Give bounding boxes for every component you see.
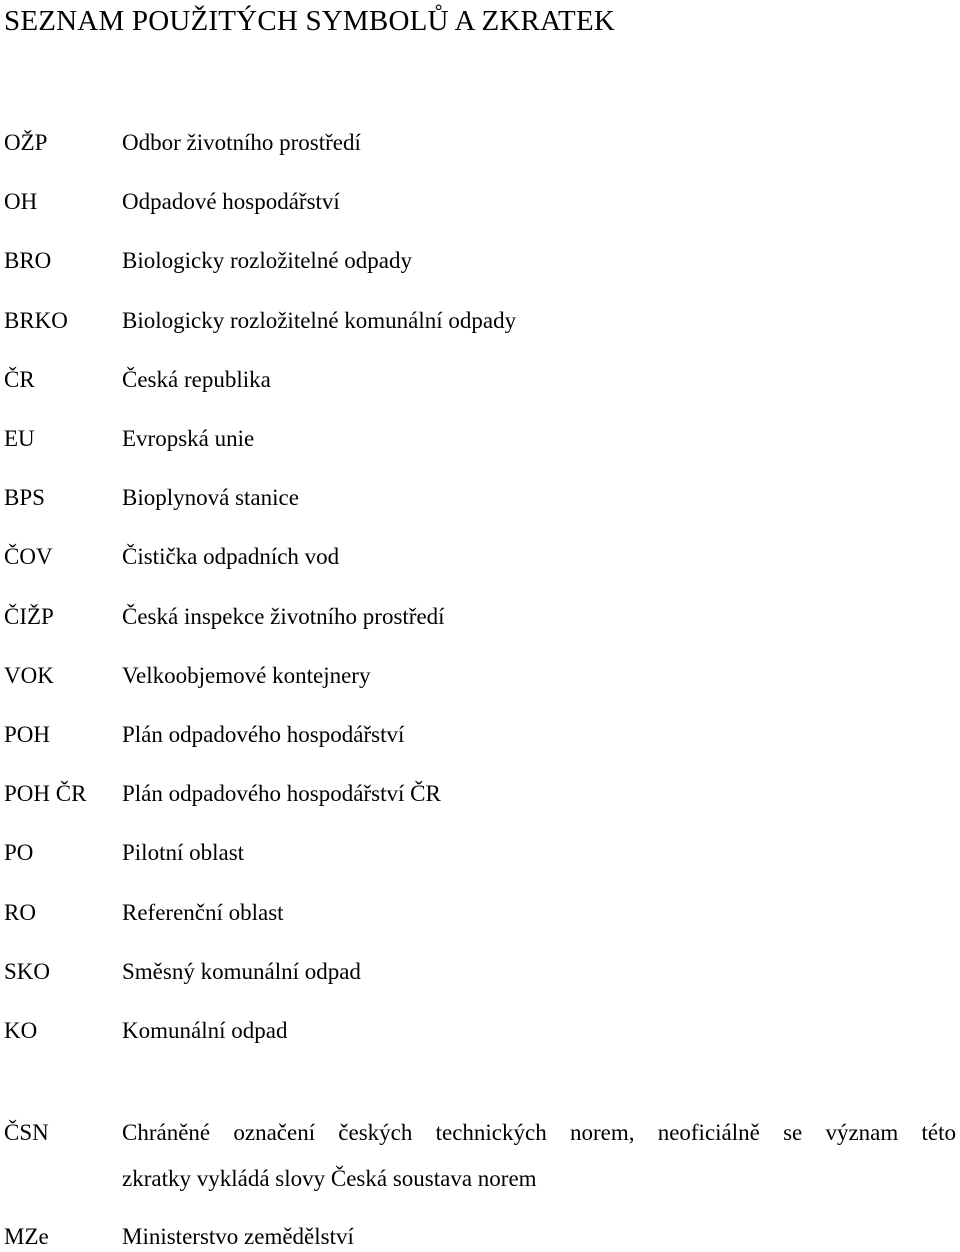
meaning-line-1: Chráněné označení českých technických norem, neoficiálně se význam této: [122, 1120, 956, 1145]
page-title: SEZNAM POUŽITÝCH SYMBOLŮ A ZKRATEK: [4, 5, 615, 37]
abbreviation: ČIŽP: [4, 604, 54, 629]
abbreviation: ČSN: [4, 1120, 49, 1145]
abbreviation: SKO: [4, 959, 51, 984]
abbreviation-meaning: Evropská unie: [122, 426, 255, 451]
abbreviation-meaning: Čistička odpadních vod: [122, 544, 340, 569]
abbreviation-meaning: Odpadové hospodářství: [122, 189, 340, 214]
abbreviation-meaning: Plán odpadového hospodářství: [122, 722, 405, 747]
abbreviation: RO: [4, 900, 36, 925]
abbreviation-meaning: Velkoobjemové kontejnery: [122, 663, 371, 688]
abbreviation: BPS: [4, 485, 45, 510]
meaning-line-2: zkratky vykládá slovy Česká soustava norem: [122, 1166, 537, 1191]
abbreviation-meaning: Směsný komunální odpad: [122, 959, 361, 984]
abbreviation: MZe: [4, 1224, 49, 1249]
abbreviation-meaning: Ministerstvo zemědělství: [122, 1224, 354, 1249]
abbreviation: BRKO: [4, 308, 68, 333]
abbreviation: EU: [4, 426, 35, 451]
abbreviation-meaning: Odbor životního prostředí: [122, 130, 361, 155]
abbreviation: VOK: [4, 663, 54, 688]
abbreviation-meaning: Referenční oblast: [122, 900, 284, 925]
abbreviation-meaning: Komunální odpad: [122, 1018, 288, 1043]
abbreviation: PO: [4, 840, 34, 865]
abbreviation-meaning: Bioplynová stanice: [122, 485, 299, 510]
abbreviation: ČR: [4, 367, 35, 392]
abbreviation: POH: [4, 722, 51, 747]
abbreviation-meaning: [122, 1110, 956, 1202]
abbreviation: OH: [4, 189, 38, 214]
abbreviation-meaning: Biologicky rozložitelné odpady: [122, 248, 412, 273]
abbreviation-meaning: Česká republika: [122, 367, 271, 392]
abbreviation: OŽP: [4, 130, 48, 155]
abbreviation-meaning: Plán odpadového hospodářství ČR: [122, 781, 441, 806]
abbreviation: ČOV: [4, 544, 53, 569]
abbreviation: POH ČR: [4, 781, 87, 806]
abbreviation-meaning: Česká inspekce životního prostředí: [122, 604, 445, 629]
abbreviation-meaning: Biologicky rozložitelné komunální odpady: [122, 308, 517, 333]
abbreviation: KO: [4, 1018, 38, 1043]
abbreviation-meaning: Pilotní oblast: [122, 840, 245, 865]
abbreviation: BRO: [4, 248, 52, 273]
